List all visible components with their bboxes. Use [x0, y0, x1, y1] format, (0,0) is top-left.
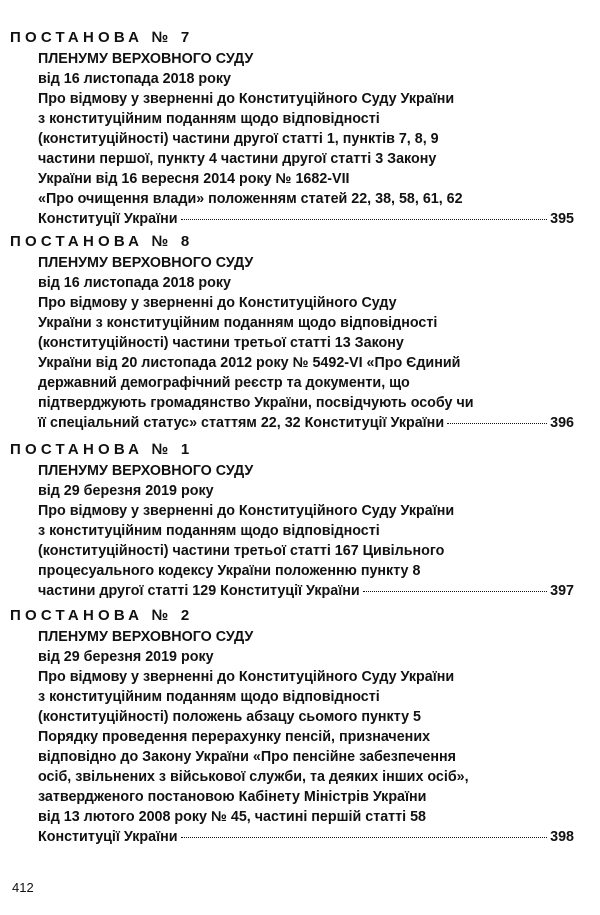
page-number: 412 [12, 880, 34, 895]
entry-line: від 16 листопада 2018 року [38, 275, 231, 291]
entry-line: (конституційності) частини другої статті 1, пунктів 7, 8, 9 [38, 131, 439, 147]
entry-last-line [38, 209, 574, 229]
entry-heading: ПОСТАНОВА № 8 [10, 233, 194, 250]
entry-last-line [38, 413, 574, 433]
entry-line: від 29 березня 2019 року [38, 649, 214, 665]
entry-line: з конституційним поданням щодо відповідності [38, 111, 380, 127]
dot-leader [363, 590, 547, 592]
entry-line: відповідно до Закону України «Про пенсійне забезпечення [38, 749, 456, 765]
entry-line: Конституції України [38, 829, 178, 845]
dot-leader [447, 422, 547, 424]
dot-leader [181, 218, 548, 220]
entry-line: ПЛЕНУМУ ВЕРХОВНОГО СУДУ [38, 255, 254, 271]
entry-line: з конституційним поданням щодо відповідності [38, 523, 380, 539]
entry-line: від 29 березня 2019 року [38, 483, 214, 499]
entry-line: України з конституційним поданням щодо відповідності [38, 315, 438, 331]
entry-line: її спеціальний статус» статтям 22, 32 Конституції України [38, 415, 445, 431]
entry-line: (конституційності) частини третьої статті 13 Закону [38, 335, 404, 351]
entry-line: Про відмову у зверненні до Конституційного Суду України [38, 91, 455, 107]
entry-line: України від 20 листопада 2012 року № 5492-VI «Про Єдиний [38, 355, 461, 371]
entry-line: Про відмову у зверненні до Конституційного Суду України [38, 503, 455, 519]
entry-line: частини першої, пункту 4 частини другої статті 3 Закону [38, 151, 437, 167]
entry-line: з конституційним поданням щодо відповідності [38, 689, 380, 705]
entry-last-line [38, 827, 574, 847]
entry-line: Порядку проведення перерахунку пенсій, призначених [38, 729, 431, 745]
entry-line: частини другої статті 129 Конституції України [38, 583, 360, 599]
entry-last-line [38, 581, 574, 601]
entry-heading: ПОСТАНОВА № 2 [10, 607, 194, 624]
entry-line: від 13 лютого 2008 року № 45, частині першій статті 58 [38, 809, 427, 825]
entry-heading: ПОСТАНОВА № 1 [10, 441, 194, 458]
page-reference: 398 [550, 829, 574, 845]
page-reference: 397 [550, 583, 574, 599]
entry-line: Конституції України [38, 211, 178, 227]
dot-leader [181, 836, 548, 838]
page-reference: 395 [550, 211, 574, 227]
entry-line: України від 16 вересня 2014 року № 1682-VII [38, 171, 350, 187]
entry-heading: ПОСТАНОВА № 7 [10, 29, 194, 46]
entry-line: підтверджують громадянство України, посвідчують особу чи [38, 395, 474, 411]
entry-line: державний демографічний реєстр та документи, що [38, 375, 410, 391]
entry-line: осіб, звільнених з військової служби, та деяких інших осіб», [38, 769, 469, 785]
entry-line: «Про очищення влади» положенням статей 22, 38, 58, 61, 62 [38, 191, 463, 207]
entry-line: (конституційності) частини третьої статті 167 Цивільного [38, 543, 445, 559]
entry-line: Про відмову у зверненні до Конституційного Суду [38, 295, 397, 311]
entry-line: Про відмову у зверненні до Конституційного Суду України [38, 669, 455, 685]
entry-line: від 16 листопада 2018 року [38, 71, 231, 87]
entry-line: (конституційності) положень абзацу сьомого пункту 5 [38, 709, 421, 725]
page-reference: 396 [550, 415, 574, 431]
entry-line: ПЛЕНУМУ ВЕРХОВНОГО СУДУ [38, 629, 254, 645]
entry-line: процесуального кодексу України положенню пункту 8 [38, 563, 421, 579]
entry-line: ПЛЕНУМУ ВЕРХОВНОГО СУДУ [38, 51, 254, 67]
entry-line: ПЛЕНУМУ ВЕРХОВНОГО СУДУ [38, 463, 254, 479]
entry-line: затвердженого постановою Кабінету Міністрів України [38, 789, 427, 805]
